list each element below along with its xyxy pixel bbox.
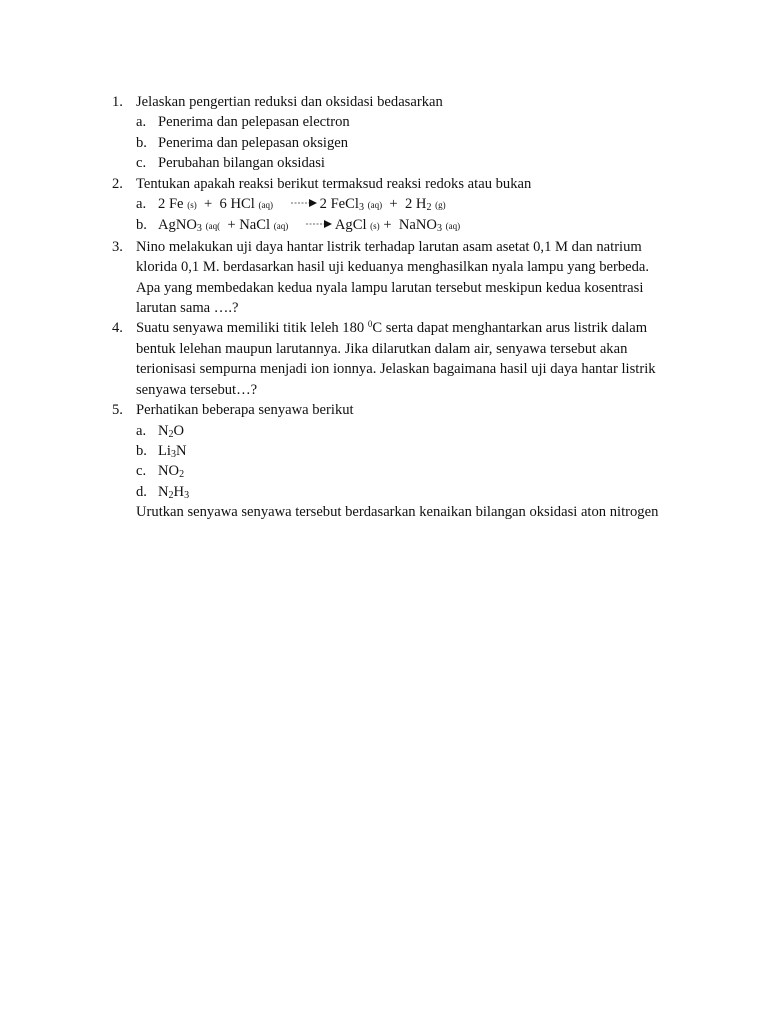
question-4: [112, 318, 692, 400]
compound-formula: [158, 461, 692, 481]
sub-item-label: b.: [136, 442, 147, 459]
formula-part: NO: [158, 463, 180, 480]
formula-part: N: [158, 483, 169, 500]
sub-item-text: Penerima dan pelepasan electron: [158, 114, 350, 131]
product-2: NaNO: [398, 217, 437, 234]
plus-sign: +: [383, 217, 392, 234]
reaction-equation: [158, 194, 692, 215]
compound-item: [136, 441, 692, 461]
sub-item-label: b.: [136, 217, 147, 234]
formula-part: H: [173, 483, 185, 500]
compound-formula: [158, 421, 692, 441]
subscript: 3: [358, 202, 364, 214]
formula-part: Li: [158, 442, 171, 459]
question-2: [112, 174, 692, 237]
question-number: 1.: [112, 94, 123, 110]
reaction-arrow-icon: [291, 198, 317, 208]
subscript: 2: [168, 489, 174, 501]
state-label: (g): [435, 200, 446, 211]
product-1: AgCl: [334, 217, 367, 234]
question-1: [112, 92, 692, 174]
reaction-arrow-icon: [306, 219, 332, 229]
plus-sign: +: [389, 196, 398, 213]
compound-item: [136, 421, 692, 441]
formula-part: O: [173, 422, 185, 439]
question-closing: Urutkan senyawa senyawa tersebut berdasarkan kenaikan bilangan oksidasi aton nitrogen: [136, 504, 659, 521]
question-line: senyawa tersebut…?: [136, 381, 258, 398]
subscript: 3: [436, 223, 442, 235]
subscript: 2: [426, 202, 432, 214]
question-line: Apa yang membedakan kedua nyala lampu larutan tersebut meskipun kedua kosentrasi: [136, 279, 644, 296]
sub-item-label: c.: [136, 155, 147, 172]
formula-part: N: [158, 422, 169, 439]
superscript: 0: [367, 319, 373, 330]
plus-sign: +: [204, 196, 213, 213]
state-label: (s): [370, 221, 380, 232]
question-text: Tentukan apakah reaksi berikut termaksud reaksi redoks atau bukan: [136, 175, 532, 192]
question-line: larutan sama ….?: [136, 300, 239, 317]
question-text: [136, 318, 692, 400]
state-label: (s): [187, 200, 197, 211]
question-5: [112, 400, 692, 522]
sub-item-label: a.: [136, 422, 147, 439]
state-label: (aq): [258, 200, 273, 211]
text-segment: Suatu senyawa memiliki titik leleh 180: [136, 320, 368, 337]
compound-formula: [158, 441, 692, 461]
sub-item-text: Penerima dan pelepasan oksigen: [158, 134, 349, 151]
state-label: (aq): [367, 200, 383, 211]
reactant-1: AgNO: [158, 217, 197, 234]
question-line: terionisasi sempurna menjadi ion ionnya. Jelaskan bagaimana hasil uji daya hantar listrik: [136, 361, 656, 378]
subscript: 2: [179, 469, 185, 481]
formula-part: N: [175, 442, 187, 459]
reactant-1: 2 Fe: [158, 196, 184, 213]
subscript: 2: [168, 428, 174, 440]
state-label: (aq): [273, 221, 289, 232]
subscript: 3: [170, 448, 176, 460]
state-label: (aq): [445, 221, 461, 232]
product-1: 2 FeCl: [319, 196, 359, 213]
question-text: [136, 237, 692, 319]
question-number: 4.: [112, 320, 123, 337]
question-text: Perhatikan beberapa senyawa berikut: [136, 402, 354, 419]
compound-item: [136, 482, 692, 502]
compound-item: [136, 461, 692, 481]
compound-formula: [158, 482, 692, 502]
sub-item: [136, 153, 692, 173]
question-line: bentuk lelehan maupun larutannya. Jika dilarutkan dalam air, senyawa tersebut akan: [136, 340, 628, 357]
reaction-a: [136, 194, 692, 215]
reactant-2: NaCl: [239, 217, 271, 234]
reactant-2: 6 HCl: [219, 196, 255, 213]
question-list: [112, 92, 692, 523]
sub-item: [136, 133, 692, 153]
question-number: 5.: [112, 402, 123, 419]
question-line: Nino melakukan uji daya hantar listrik terhadap larutan asam asetat 0,1 M dan natrium: [136, 238, 642, 255]
sub-item-text: Perubahan bilangan oksidasi: [158, 155, 325, 172]
sub-item-label: b.: [136, 134, 147, 151]
sub-item-label: a.: [136, 196, 147, 213]
question-line: klorida 0,1 M. berdasarkan hasil uji keduanya menghasilkan nyala lampu yang berbeda.: [136, 259, 650, 276]
question-3: [112, 237, 692, 319]
sub-item-label: d.: [136, 483, 147, 500]
subscript: 3: [196, 223, 202, 235]
sub-item-label: c.: [136, 463, 147, 480]
question-number: 2.: [112, 175, 123, 192]
state-label: (aq(: [205, 221, 221, 232]
question-number: 3.: [112, 238, 123, 255]
subscript: 3: [184, 489, 190, 501]
question-line: [136, 318, 692, 338]
sub-item: [136, 112, 692, 132]
sub-item-label: a.: [136, 114, 147, 131]
reaction-b: [136, 215, 692, 236]
product-2: 2 H: [404, 196, 427, 213]
plus-sign: +: [227, 217, 236, 234]
text-segment: C serta dapat menghantarkan arus listrik dalam: [372, 320, 648, 337]
question-text: Jelaskan pengertian reduksi dan oksidasi bedasarkan: [136, 94, 443, 110]
reaction-equation: [158, 215, 692, 236]
